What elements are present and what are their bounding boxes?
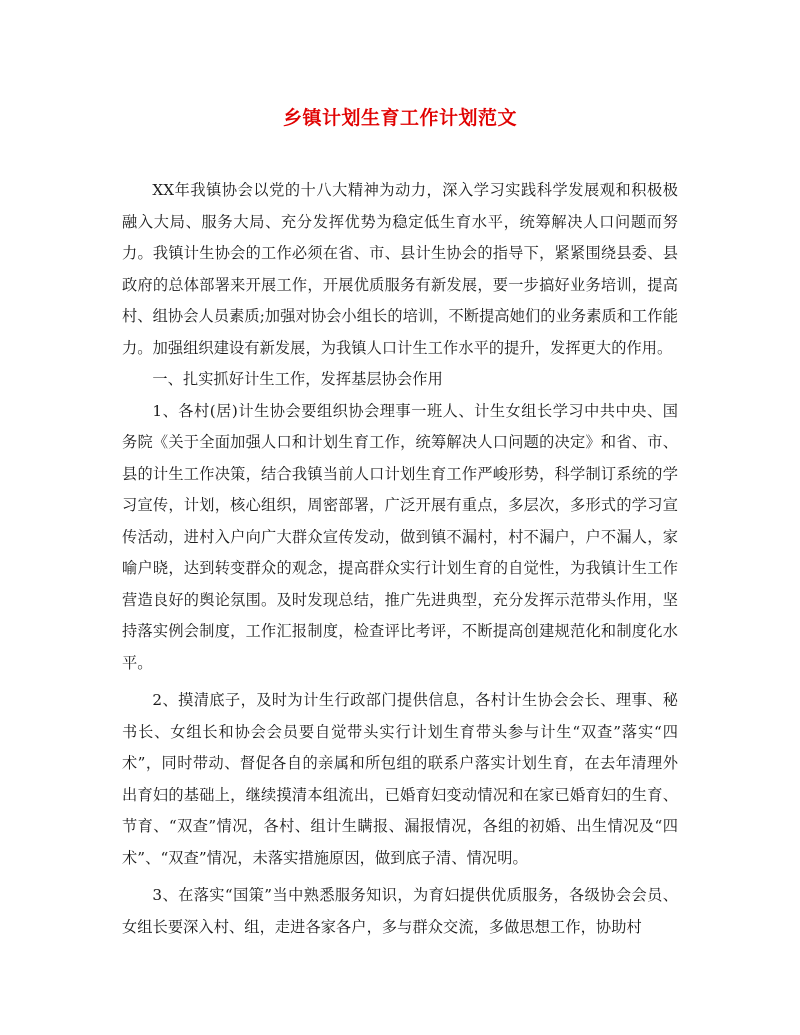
paragraph-intro: XX年我镇协会以党的十八大精神为动力，深入学习实践科学发展观和积极极融入大局、服务大局、充分发挥优势为稳定低生育水平，统筹解决人口问题而努力。我镇计生协会的工作必须在省、市、县计生协会的指导下，紧紧围绕县委、县政府的总体部署来开展工作，开展优质服务有新发展，要一步搞好业务培训，提高村、组协会人员素质;加强对协会小组长的培训，不断提高她们的业务素质和工作能力。加强组织建设有新发展，为我镇人口计生工作水平的提升，发挥更大的作用。 [122, 181, 678, 357]
section-heading-1: 一、扎实抓好计生工作，发挥基层协会作用 [152, 370, 443, 388]
paragraph-item-3: 3、在落实“国策”当中熟悉服务知识，为育妇提供优质服务，各级协会会员、女组长要深入村、组，走进各家各户，多与群众交流，多做思想工作，协助村 [122, 886, 678, 936]
paragraph-item-2: 2、摸清底子，及时为计生行政部门提供信息，各村计生协会会长、理事、秘书长、女组长和协会会员要自觉带头实行计划生育带头参与计生“双查”落实“四术”，同时带动、督促各自的亲属和所包组的联系户落实计划生育，在去年清理外出育妇的基础上，继续摸清本组流出，已婚育妇变动情况和在家已婚育妇的生育、节育、“双查”情况，各村、组计生瞒报、漏报情况，各组的初婚、出生情况及“四术”、“双查”情况，未落实措施原因，做到底子清、情况明。 [122, 691, 678, 867]
paragraph-item-1: 1、各村(居)计生协会要组织协会理事一班人、计生女组长学习中共中央、国务院《关于全面加强人口和计划生育工作，统筹解决人口问题的决定》和省、市、县的计生工作决策，结合我镇当前人口计划生育工作严峻形势，科学制订系统的学习宣传，计划，核心组织，周密部署，广泛开展有重点，多层次，多形式的学习宣传活动，进村入户向广大群众宣传发动，做到镇不漏村，村不漏户，户不漏人，家喻户晓，达到转变群众的观念，提高群众实行计划生育的自觉性，为我镇计生工作营造良好的舆论氛围。及时发现总结，推广先进典型，充分发挥示范带头作用，坚持落实例会制度，工作汇报制度，检查评比考评，不断提高创建规范化和制度化水平。 [122, 401, 678, 672]
document-body [122, 175, 678, 943]
document-title: 乡镇计划生育工作计划范文 [282, 107, 517, 129]
